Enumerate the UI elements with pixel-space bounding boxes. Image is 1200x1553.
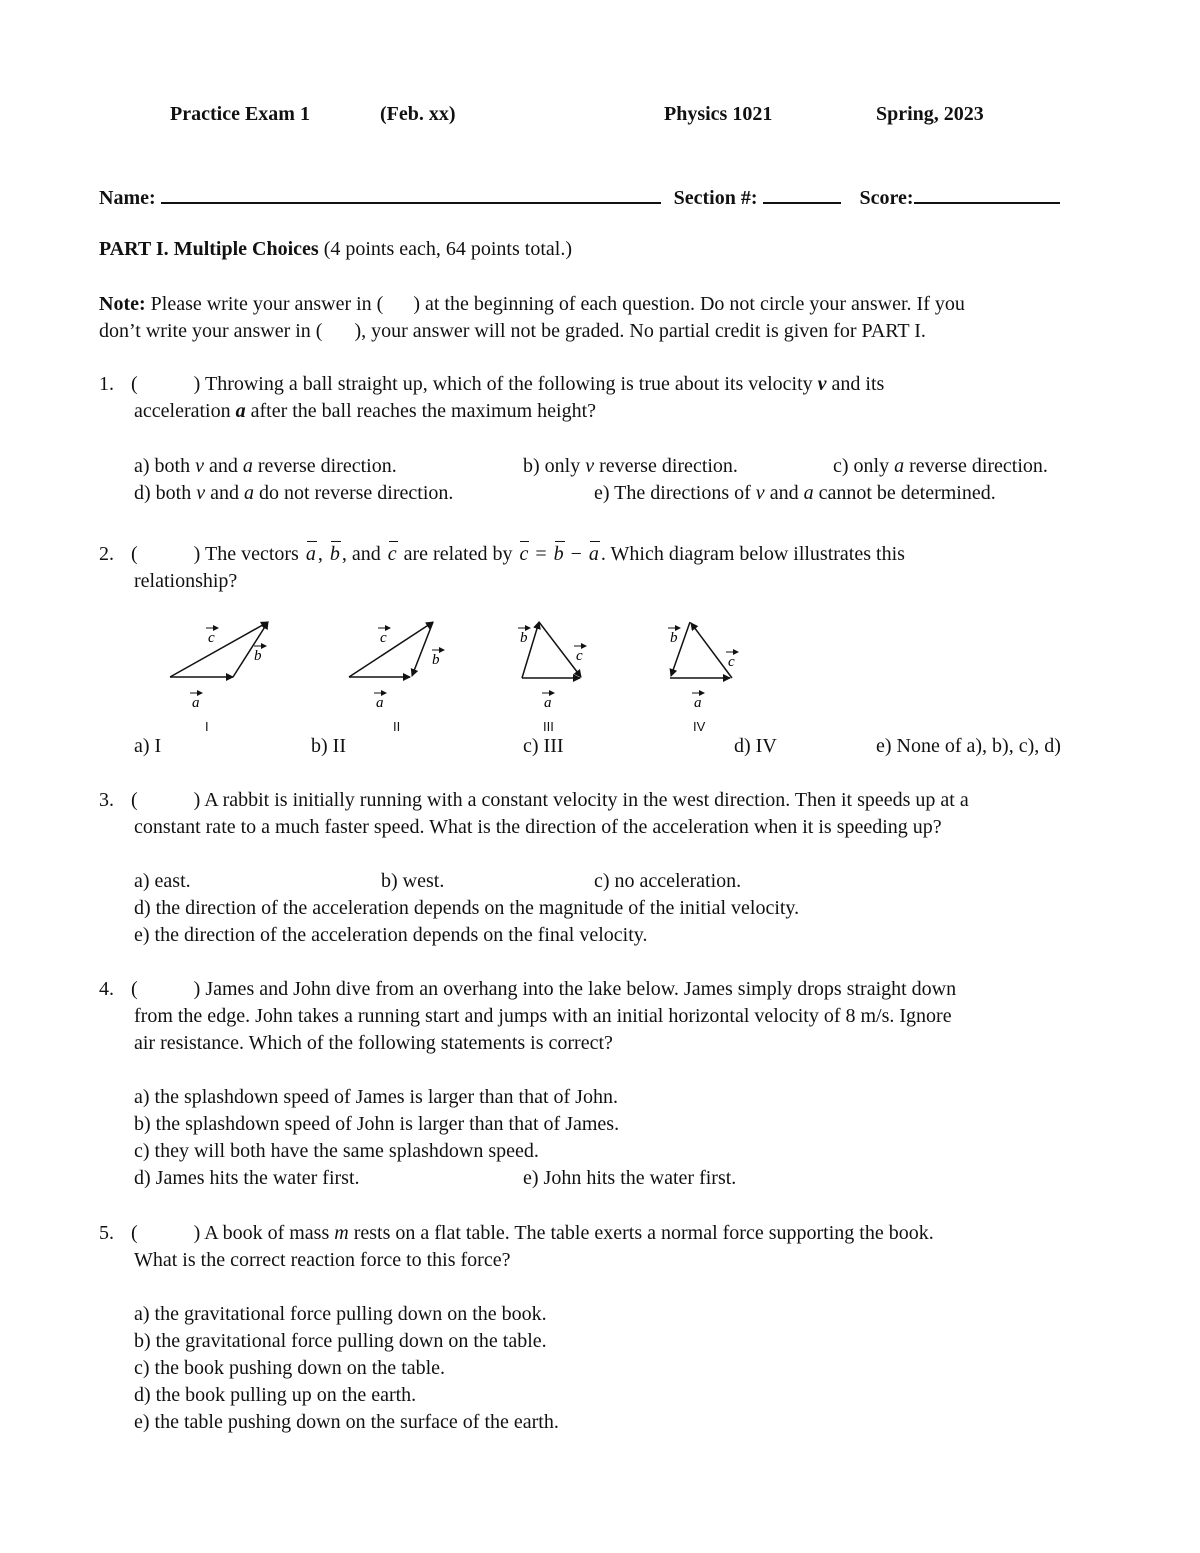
q5-option-d[interactable]: d) the book pulling up on the earth. (134, 1384, 417, 1406)
q3-option-c[interactable]: c) no acceleration. (594, 870, 742, 892)
q5-text: A book of mass (204, 1222, 330, 1244)
figure-label-2: II (393, 719, 401, 734)
score-field[interactable] (914, 182, 1060, 204)
name-label: Name: (99, 187, 156, 209)
diagram-3-a-label: a (544, 695, 552, 711)
q4-option-a[interactable]: a) the splashdown speed of James is larger than that of John. (134, 1086, 618, 1108)
q5-text: rests on a flat table. The table exerts a normal force supporting the book. (353, 1222, 934, 1244)
info-line (99, 182, 1060, 212)
q2-option-a[interactable]: a) I (134, 735, 162, 757)
q2-option-d[interactable]: d) IV (734, 735, 777, 757)
q1-text: acceleration (134, 400, 231, 422)
q3-option-b[interactable]: b) west. (381, 870, 445, 892)
answer-close-paren: ) (193, 1222, 201, 1244)
diagram-4-vector-c (691, 623, 732, 678)
question-4 (99, 976, 114, 1003)
answer-open-paren: ( (131, 789, 138, 811)
question-3 (99, 787, 114, 814)
q5-option-c[interactable]: c) the book pushing down on the table. (134, 1357, 446, 1379)
q2-line2: relationship? (134, 570, 238, 592)
q1-option-d[interactable]: d) both v and a do not reverse direction. (134, 482, 454, 504)
name-field[interactable] (161, 182, 661, 204)
q1-text: Throwing a ball straight up, which of the following is true about its velocity (204, 373, 813, 395)
vector-a: a (587, 541, 601, 568)
diagram-2-b-label: b (432, 652, 440, 668)
q4-line3: air resistance. Which of the following statements is correct? (134, 1032, 613, 1054)
diagram-4-b-label: b (670, 630, 678, 646)
part1-points: (4 points each, 64 points total.) (323, 238, 572, 260)
q3-line1 (131, 787, 969, 814)
vector-b: b (552, 541, 566, 568)
q4-option-c[interactable]: c) they will both have the same splashdown speed. (134, 1140, 539, 1162)
question-5 (99, 1220, 114, 1247)
part1-title: PART I. (99, 238, 169, 260)
q4-option-d[interactable]: d) James hits the water first. (134, 1167, 360, 1189)
diagram-1-vector-b (233, 622, 268, 677)
diagram-2-vector-b (412, 622, 433, 676)
answer-open-paren: ( (131, 543, 138, 565)
q4-option-e[interactable]: e) John hits the water first. (523, 1167, 737, 1189)
q5-option-b[interactable]: b) the gravitational force pulling down on the table. (134, 1330, 547, 1352)
answer-open-paren: ( (131, 978, 138, 1000)
q1-var-a: a (235, 400, 246, 422)
q2-text: . Which diagram below illustrates this (600, 543, 905, 565)
q5-line1 (131, 1220, 934, 1247)
diagram-2[interactable] (349, 622, 444, 711)
note-text: ) at the beginning of each question. Do not circle your answer. If you (413, 293, 965, 315)
q1-option-b[interactable]: b) only v reverse direction. (523, 455, 738, 477)
q1-line1 (131, 371, 884, 398)
answer-close-paren: ) (193, 373, 201, 395)
note-text: don’t write your answer in ( (99, 320, 323, 342)
q1-var-v: v (817, 373, 827, 395)
diagram-2-c-label: c (380, 630, 387, 646)
question-1 (99, 371, 114, 398)
section-field[interactable] (763, 182, 841, 204)
question-number: 3. (99, 789, 114, 811)
note-text: Please write your answer in ( (150, 293, 384, 315)
q1-text: after the ball reaches the maximum height? (250, 400, 597, 422)
q2-option-c[interactable]: c) III (523, 735, 564, 757)
note-line1 (99, 291, 965, 318)
diagram-2-vector-c (349, 622, 433, 677)
q4-line1 (131, 976, 956, 1003)
diagram-3-c-label: c (576, 648, 583, 664)
answer-close-paren: ) (193, 789, 201, 811)
diagram-3[interactable] (518, 622, 586, 711)
q5-line2: What is the correct reaction force to this force? (134, 1249, 511, 1271)
diagram-4-a-label: a (694, 695, 702, 711)
q3-option-e[interactable]: e) the direction of the acceleration depends on the final velocity. (134, 924, 648, 946)
part1-subtitle: Multiple Choices (173, 238, 319, 260)
q5-var-m: m (334, 1222, 349, 1244)
q1-option-e[interactable]: e) The directions of v and a cannot be determined. (594, 482, 996, 504)
diagram-4-c-label: c (728, 654, 735, 670)
course-name: Physics 1021 (664, 103, 773, 125)
q5-option-a[interactable]: a) the gravitational force pulling down on the book. (134, 1303, 547, 1325)
vector-c: c (517, 541, 530, 568)
q4-option-b[interactable]: b) the splashdown speed of John is larger than that of James. (134, 1113, 620, 1135)
q4-text: James and John dive from an overhang into the lake below. James simply drops straight down (205, 978, 957, 1000)
q3-line2: constant rate to a much faster speed. What is the direction of the acceleration when it is speeding up? (134, 816, 942, 838)
term: Spring, 2023 (876, 103, 984, 125)
note-text: ), your answer will not be graded. No partial credit is given for PART I. (354, 320, 926, 342)
section-label: Section #: (673, 187, 758, 209)
q2-text: The vectors (204, 543, 299, 565)
answer-open-paren: ( (131, 1222, 138, 1244)
diagram-1[interactable] (170, 622, 268, 711)
q4-line2: from the edge. John takes a running start and jumps with an initial horizontal velocity of 8 m/s. Ignore (134, 1005, 952, 1027)
question-number: 4. (99, 978, 114, 1000)
part1-heading (99, 236, 572, 263)
q5-option-e[interactable]: e) the table pushing down on the surface of the earth. (134, 1411, 559, 1433)
question-number: 5. (99, 1222, 114, 1244)
diagram-1-b-label: b (254, 648, 262, 664)
diagram-4[interactable] (668, 622, 738, 711)
exam-date: (Feb. xx) (380, 103, 456, 125)
question-number: 2. (99, 543, 114, 565)
figure-label-1: I (205, 719, 209, 734)
question-2 (99, 541, 114, 568)
answer-close-paren: ) (193, 543, 201, 565)
note-label: Note: (99, 293, 146, 315)
diagram-1-a-label: a (192, 695, 200, 711)
vector-diagrams (150, 612, 770, 722)
vector-a: a (304, 541, 318, 568)
q3-option-d[interactable]: d) the direction of the acceleration depends on the magnitude of the initial velocity. (134, 897, 800, 919)
vector-c: c (386, 541, 399, 568)
q1-option-a[interactable]: a) both v and a reverse direction. (134, 455, 397, 477)
q2-option-b[interactable]: b) II (311, 735, 346, 757)
diagram-3-vector-c (539, 622, 581, 677)
question-number: 1. (99, 373, 114, 395)
answer-open-paren: ( (131, 373, 138, 395)
note-line2 (99, 318, 926, 345)
answer-close-paren: ) (193, 978, 201, 1000)
diagram-1-c-label: c (208, 630, 215, 646)
q3-option-a[interactable]: a) east. (134, 870, 191, 892)
q3-text: A rabbit is initially running with a constant velocity in the west direction. Then it speeds up at a (204, 789, 969, 811)
figure-label-4: IV (693, 719, 706, 734)
q1-text: and its (831, 373, 885, 395)
vector-b: b (328, 541, 342, 568)
q1-line2 (134, 398, 596, 425)
q2-text: are related by (403, 543, 513, 565)
diagram-3-b-label: b (520, 630, 528, 646)
q2-option-e[interactable]: e) None of a), b), c), d) (876, 735, 1061, 757)
score-label: Score: (859, 187, 914, 209)
exam-title: Practice Exam 1 (170, 103, 310, 125)
q2-line1: ( ) The vectors a , b , and c are related by c = b − a . Which diagram below illustrates this (131, 541, 905, 568)
figure-label-3: III (543, 719, 554, 734)
q1-option-c[interactable]: c) only a reverse direction. (833, 455, 1048, 477)
diagram-2-a-label: a (376, 695, 384, 711)
